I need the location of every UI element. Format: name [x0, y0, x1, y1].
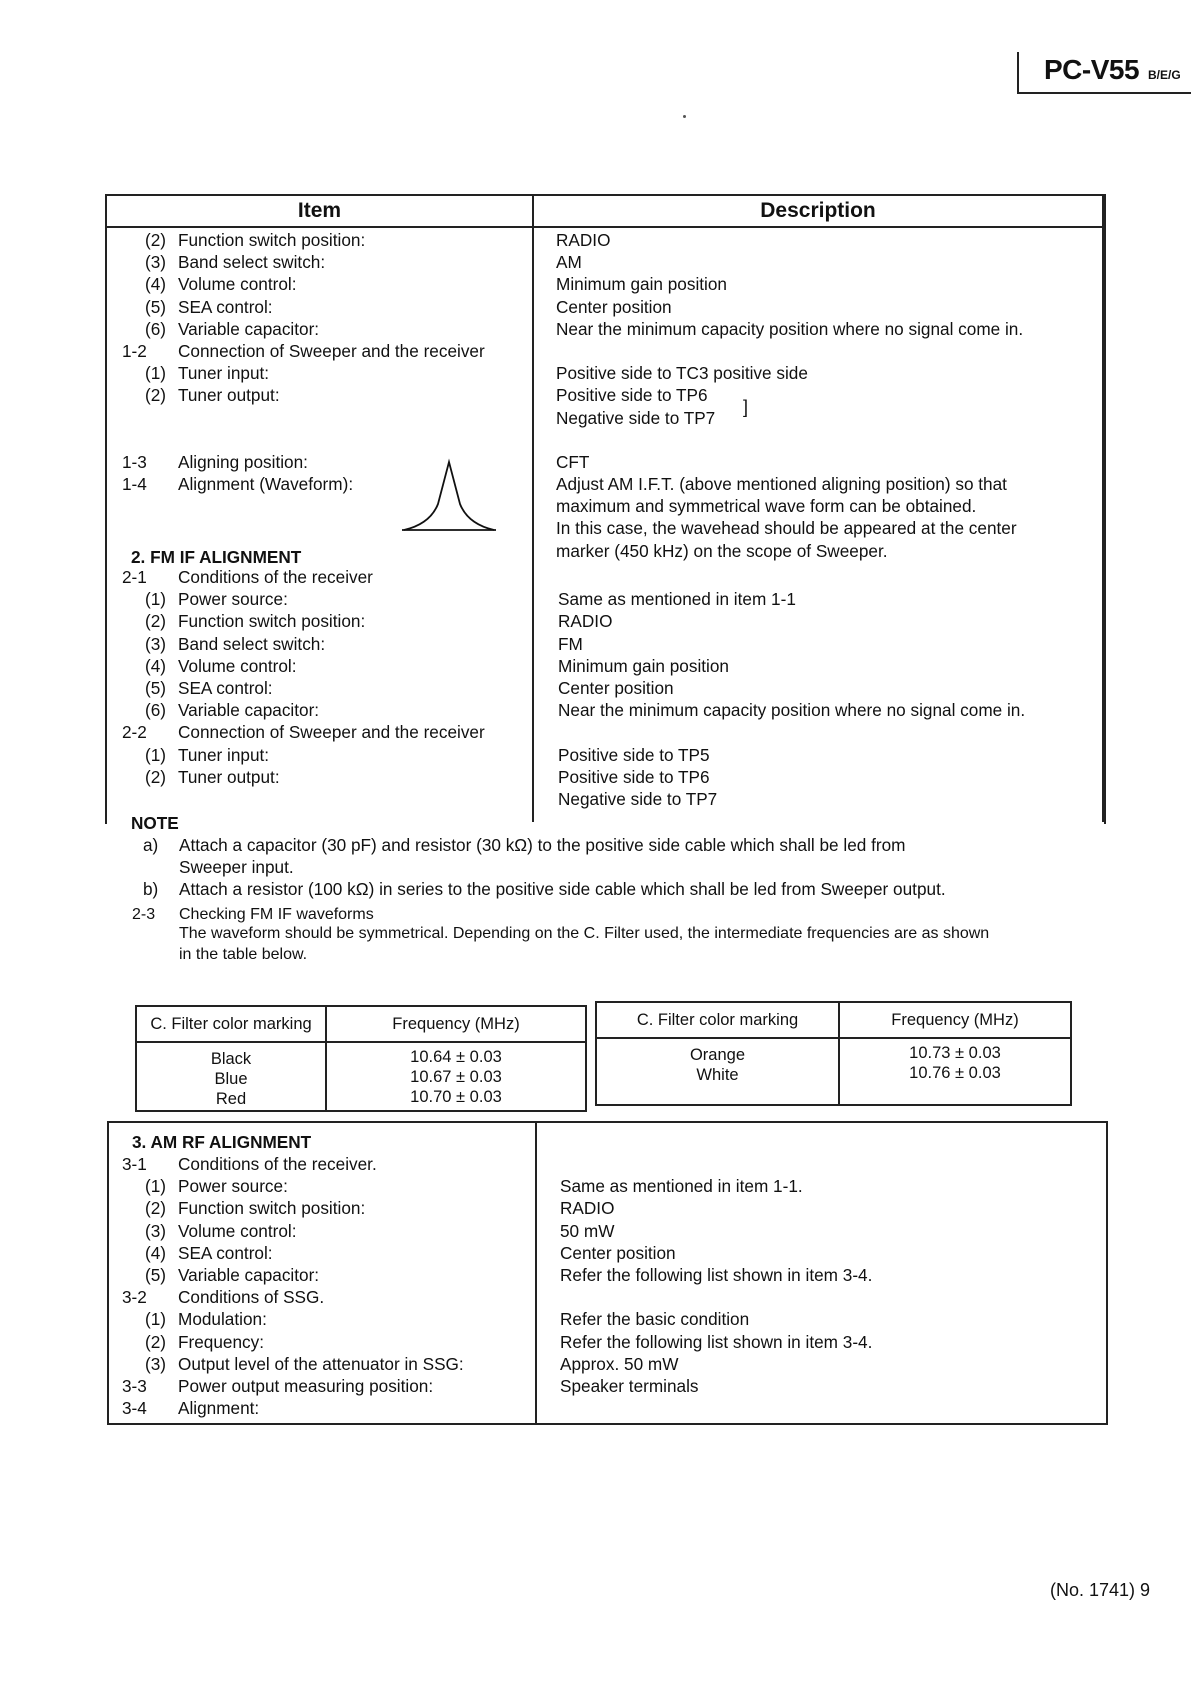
- description-cell: Speaker terminals: [560, 1375, 699, 1396]
- item-label: Alignment (Waveform):: [178, 474, 354, 495]
- item-row: [122, 1286, 532, 1308]
- item-row: [122, 1375, 532, 1397]
- item-label: Volume control:: [178, 274, 297, 295]
- item-label: Alignment:: [178, 1398, 260, 1419]
- item-row: [122, 610, 527, 632]
- item-number: 1-2: [122, 340, 147, 361]
- item-row: [122, 766, 527, 788]
- item-number: (2): [144, 385, 166, 406]
- filter-frequency-cell: 10.64 ± 0.03: [410, 1048, 502, 1066]
- col-header-item: Item: [297, 199, 342, 222]
- item-label: Variable capacitor:: [178, 700, 320, 721]
- item-number: (2): [144, 611, 166, 632]
- table1-desc-column: [556, 229, 1096, 562]
- waveform-curve: [404, 462, 494, 530]
- description-cell: Adjust AM I.F.T. (above mentioned aligning position) so that: [556, 474, 1007, 495]
- description-cell: maximum and symmetrical wave form can be obtained.: [556, 496, 977, 517]
- speck: [683, 115, 686, 118]
- item-label: Tuner output:: [178, 766, 280, 787]
- item-number: (3): [144, 633, 166, 654]
- description-cell: Refer the following list shown in item 3-4.: [560, 1264, 873, 1285]
- item-label: Band select switch:: [178, 633, 326, 654]
- note-c-line1: Checking FM IF waveforms: [179, 906, 374, 923]
- description-cell: Minimum gain position: [558, 655, 729, 676]
- item-row: [122, 1397, 532, 1419]
- item-row: [122, 1220, 532, 1242]
- table2-divider: [535, 1121, 537, 1423]
- item-row: [122, 1197, 532, 1219]
- item-number: (1): [144, 363, 166, 384]
- description-cell: Positive side to TP5: [558, 744, 710, 765]
- table-divider: [532, 196, 534, 822]
- item-number: 3-1: [122, 1154, 147, 1174]
- item-row: [122, 340, 527, 362]
- item-label: Function switch position:: [178, 611, 366, 632]
- note-c-line2: The waveform should be symmetrical. Depending on the C. Filter used, the intermediate frequencies are as shown: [179, 925, 990, 942]
- model-number: PC-V55: [1044, 54, 1140, 85]
- description-cell: [556, 429, 1096, 451]
- item-number: (1): [144, 744, 166, 765]
- description-cell: Negative side to TP7: [558, 788, 718, 809]
- filter-color-cell: Blue: [214, 1070, 248, 1088]
- item-number: (6): [144, 700, 166, 721]
- fm-item-column: [122, 566, 527, 810]
- note-a-line1: Attach a capacitor (30 pF) and resistor (30 kΩ) to the positive side cable which shall be led from: [179, 835, 906, 855]
- description-cell: Same as mentioned in item 1-1.: [560, 1176, 803, 1197]
- item-label: Tuner output:: [178, 385, 280, 406]
- item-row: [122, 699, 527, 721]
- item-label: Volume control:: [178, 1220, 297, 1241]
- note-c-line3: in the table below.: [179, 946, 308, 963]
- item-number: (5): [144, 1264, 166, 1285]
- table-right-border: [1102, 194, 1104, 822]
- item-number: (1): [144, 1309, 166, 1330]
- item-number: (1): [144, 589, 166, 610]
- description-cell: Negative side to TP7: [556, 407, 716, 428]
- item-number: (4): [144, 655, 166, 676]
- item-row: [122, 318, 527, 340]
- item-number: (3): [144, 1353, 166, 1374]
- item-number: 2-1: [122, 567, 147, 587]
- item-row: [122, 362, 527, 384]
- item-label: Function switch position:: [178, 230, 366, 250]
- item-label: SEA control:: [178, 677, 273, 698]
- item-row: [122, 1175, 532, 1197]
- table-left-border: [105, 194, 107, 822]
- note-a-label: a): [143, 835, 159, 855]
- item-number: (6): [144, 318, 166, 339]
- description-cell: Positive side to TP6: [558, 766, 710, 787]
- item-row: [122, 384, 527, 406]
- filter-table-right: [595, 1001, 1072, 1106]
- item-row: [122, 744, 527, 766]
- description-cell: Minimum gain position: [556, 274, 727, 295]
- description-cell: Same as mentioned in item 1-1: [558, 589, 796, 610]
- item-row: [122, 1331, 532, 1353]
- item-row: [122, 721, 527, 743]
- item-number: (1): [144, 1176, 166, 1197]
- item-row: [122, 788, 527, 810]
- filter-left-header-color: C. Filter color marking: [137, 1007, 325, 1043]
- item-label: Tuner input:: [178, 363, 270, 384]
- model-region: B/E/G: [1148, 68, 1181, 82]
- filter-table-left: [135, 1005, 587, 1112]
- item-row: [122, 273, 527, 295]
- item-label: Variable capacitor:: [178, 1264, 320, 1285]
- description-cell: [560, 1153, 1100, 1175]
- description-cell: RADIO: [560, 1198, 615, 1219]
- item-label: Conditions of the receiver: [178, 567, 373, 587]
- note-b-line1: Attach a resistor (100 kΩ) in series to the positive side cable which shall be led from Sweeper output.: [179, 879, 946, 899]
- item-row: [122, 429, 527, 451]
- item-number: 1-4: [122, 474, 147, 495]
- item-number: (3): [144, 1220, 166, 1241]
- description-cell: [560, 1397, 1100, 1419]
- description-cell: Center position: [560, 1242, 676, 1263]
- description-cell: [558, 721, 1098, 743]
- item-number: 2-2: [122, 722, 147, 743]
- description-cell: Refer the basic condition: [560, 1309, 750, 1330]
- table2-item-column: [122, 1153, 532, 1419]
- description-cell: 50 mW: [560, 1220, 615, 1241]
- am-rf-title: 3. AM RF ALIGNMENT: [132, 1132, 312, 1152]
- note-a-line2: Sweeper input.: [179, 857, 294, 877]
- item-label: Tuner input:: [178, 744, 270, 765]
- item-number: (2): [144, 230, 166, 250]
- filter-frequency-cell: 10.76 ± 0.03: [909, 1064, 1001, 1082]
- table2-desc-column: [560, 1153, 1100, 1419]
- item-label: Connection of Sweeper and the receiver: [178, 722, 485, 743]
- item-number: 1-3: [122, 451, 147, 472]
- item-row: [122, 1353, 532, 1375]
- description-cell: Near the minimum capacity position where no signal come in.: [558, 700, 1026, 721]
- item-row: [122, 566, 527, 588]
- filter-frequency-cell: 10.73 ± 0.03: [909, 1044, 1001, 1062]
- item-label: Band select switch:: [178, 252, 326, 273]
- description-cell: Near the minimum capacity position where no signal come in.: [556, 318, 1024, 339]
- item-number: (2): [144, 1198, 166, 1219]
- description-cell: marker (450 kHz) on the scope of Sweeper.: [556, 540, 888, 561]
- item-row: [122, 655, 527, 677]
- filter-left-freqs: [327, 1047, 585, 1107]
- item-row: [122, 1308, 532, 1330]
- fm-section-title: 2. FM IF ALIGNMENT: [131, 547, 302, 567]
- description-cell: Approx. 50 mW: [560, 1353, 679, 1374]
- item-number: 3-2: [122, 1287, 147, 1308]
- filter-right-header-color: C. Filter color marking: [597, 1003, 838, 1039]
- item-row: [122, 1242, 532, 1264]
- col-header-description: Description: [760, 199, 876, 222]
- description-cell: [560, 1286, 1100, 1308]
- item-label: Conditions of SSG.: [178, 1287, 325, 1308]
- item-label: Function switch position:: [178, 1198, 366, 1219]
- item-label: Power output measuring position:: [178, 1375, 434, 1396]
- filter-right-freqs: [840, 1043, 1070, 1083]
- item-label: Volume control:: [178, 655, 297, 676]
- item-label: Power source:: [178, 589, 288, 610]
- description-cell: In this case, the wavehead should be appeared at the center: [556, 518, 1017, 539]
- filter-left-header-freq: Frequency (MHz): [327, 1007, 585, 1043]
- item-row: [122, 1264, 532, 1286]
- item-number: 3-4: [122, 1398, 147, 1419]
- item-number: 3-3: [122, 1375, 147, 1396]
- description-cell: [556, 340, 1096, 362]
- description-cell: RADIO: [556, 230, 611, 250]
- item-row: [122, 407, 527, 429]
- note-b-label: b): [143, 879, 159, 899]
- item-label: Conditions of the receiver.: [178, 1154, 377, 1174]
- item-row: [122, 251, 527, 273]
- description-cell: AM: [556, 252, 582, 273]
- item-number: (2): [144, 1331, 166, 1352]
- description-cell: [558, 566, 1098, 588]
- filter-color-cell: Red: [215, 1090, 247, 1108]
- item-label: Output level of the attenuator in SSG:: [178, 1353, 464, 1374]
- filter-frequency-cell: 10.67 ± 0.03: [410, 1068, 502, 1086]
- description-cell: RADIO: [558, 611, 613, 632]
- filter-right-colors: [597, 1045, 838, 1085]
- waveform-diagram: [402, 458, 498, 533]
- filter-color-cell: Orange: [689, 1046, 746, 1064]
- item-row: [122, 633, 527, 655]
- item-row: [122, 677, 527, 699]
- description-cell: Positive side to TP6: [556, 385, 708, 406]
- item-number: (3): [144, 252, 166, 273]
- page-number: (No. 1741) 9: [1050, 1580, 1151, 1600]
- filter-left-colors: [137, 1049, 325, 1109]
- item-number: (4): [144, 274, 166, 295]
- filter-color-cell: Black: [210, 1050, 252, 1068]
- item-label: SEA control:: [178, 1242, 273, 1263]
- item-number: (5): [144, 296, 166, 317]
- item-row: [122, 1153, 532, 1175]
- fm-desc-column: [558, 566, 1098, 810]
- note-c-label: 2-3: [132, 906, 156, 923]
- item-row: [122, 588, 527, 610]
- description-cell: FM: [558, 633, 583, 654]
- item-label: Modulation:: [178, 1309, 267, 1330]
- filter-frequency-cell: 10.70 ± 0.03: [410, 1088, 502, 1106]
- item-label: Aligning position:: [178, 451, 308, 472]
- description-cell: Refer the following list shown in item 3-4.: [560, 1331, 873, 1352]
- filter-right-header-freq: Frequency (MHz): [840, 1003, 1070, 1039]
- item-number: (5): [144, 677, 166, 698]
- description-cell: CFT: [556, 451, 590, 472]
- item-label: Frequency:: [178, 1331, 264, 1352]
- item-label: Variable capacitor:: [178, 318, 320, 339]
- item-row: [122, 229, 527, 251]
- item-number: (2): [144, 766, 166, 787]
- item-label: SEA control:: [178, 296, 273, 317]
- filter-color-cell: White: [696, 1066, 739, 1084]
- description-cell: Center position: [556, 296, 672, 317]
- item-number: (4): [144, 1242, 166, 1263]
- item-label: Connection of Sweeper and the receiver: [178, 340, 485, 361]
- note-title: NOTE: [131, 813, 179, 833]
- bracket-mark: ]: [743, 397, 749, 417]
- description-cell: Positive side to TC3 positive side: [556, 363, 808, 384]
- description-cell: Center position: [558, 677, 674, 698]
- item-label: Power source:: [178, 1176, 288, 1197]
- item-row: [122, 296, 527, 318]
